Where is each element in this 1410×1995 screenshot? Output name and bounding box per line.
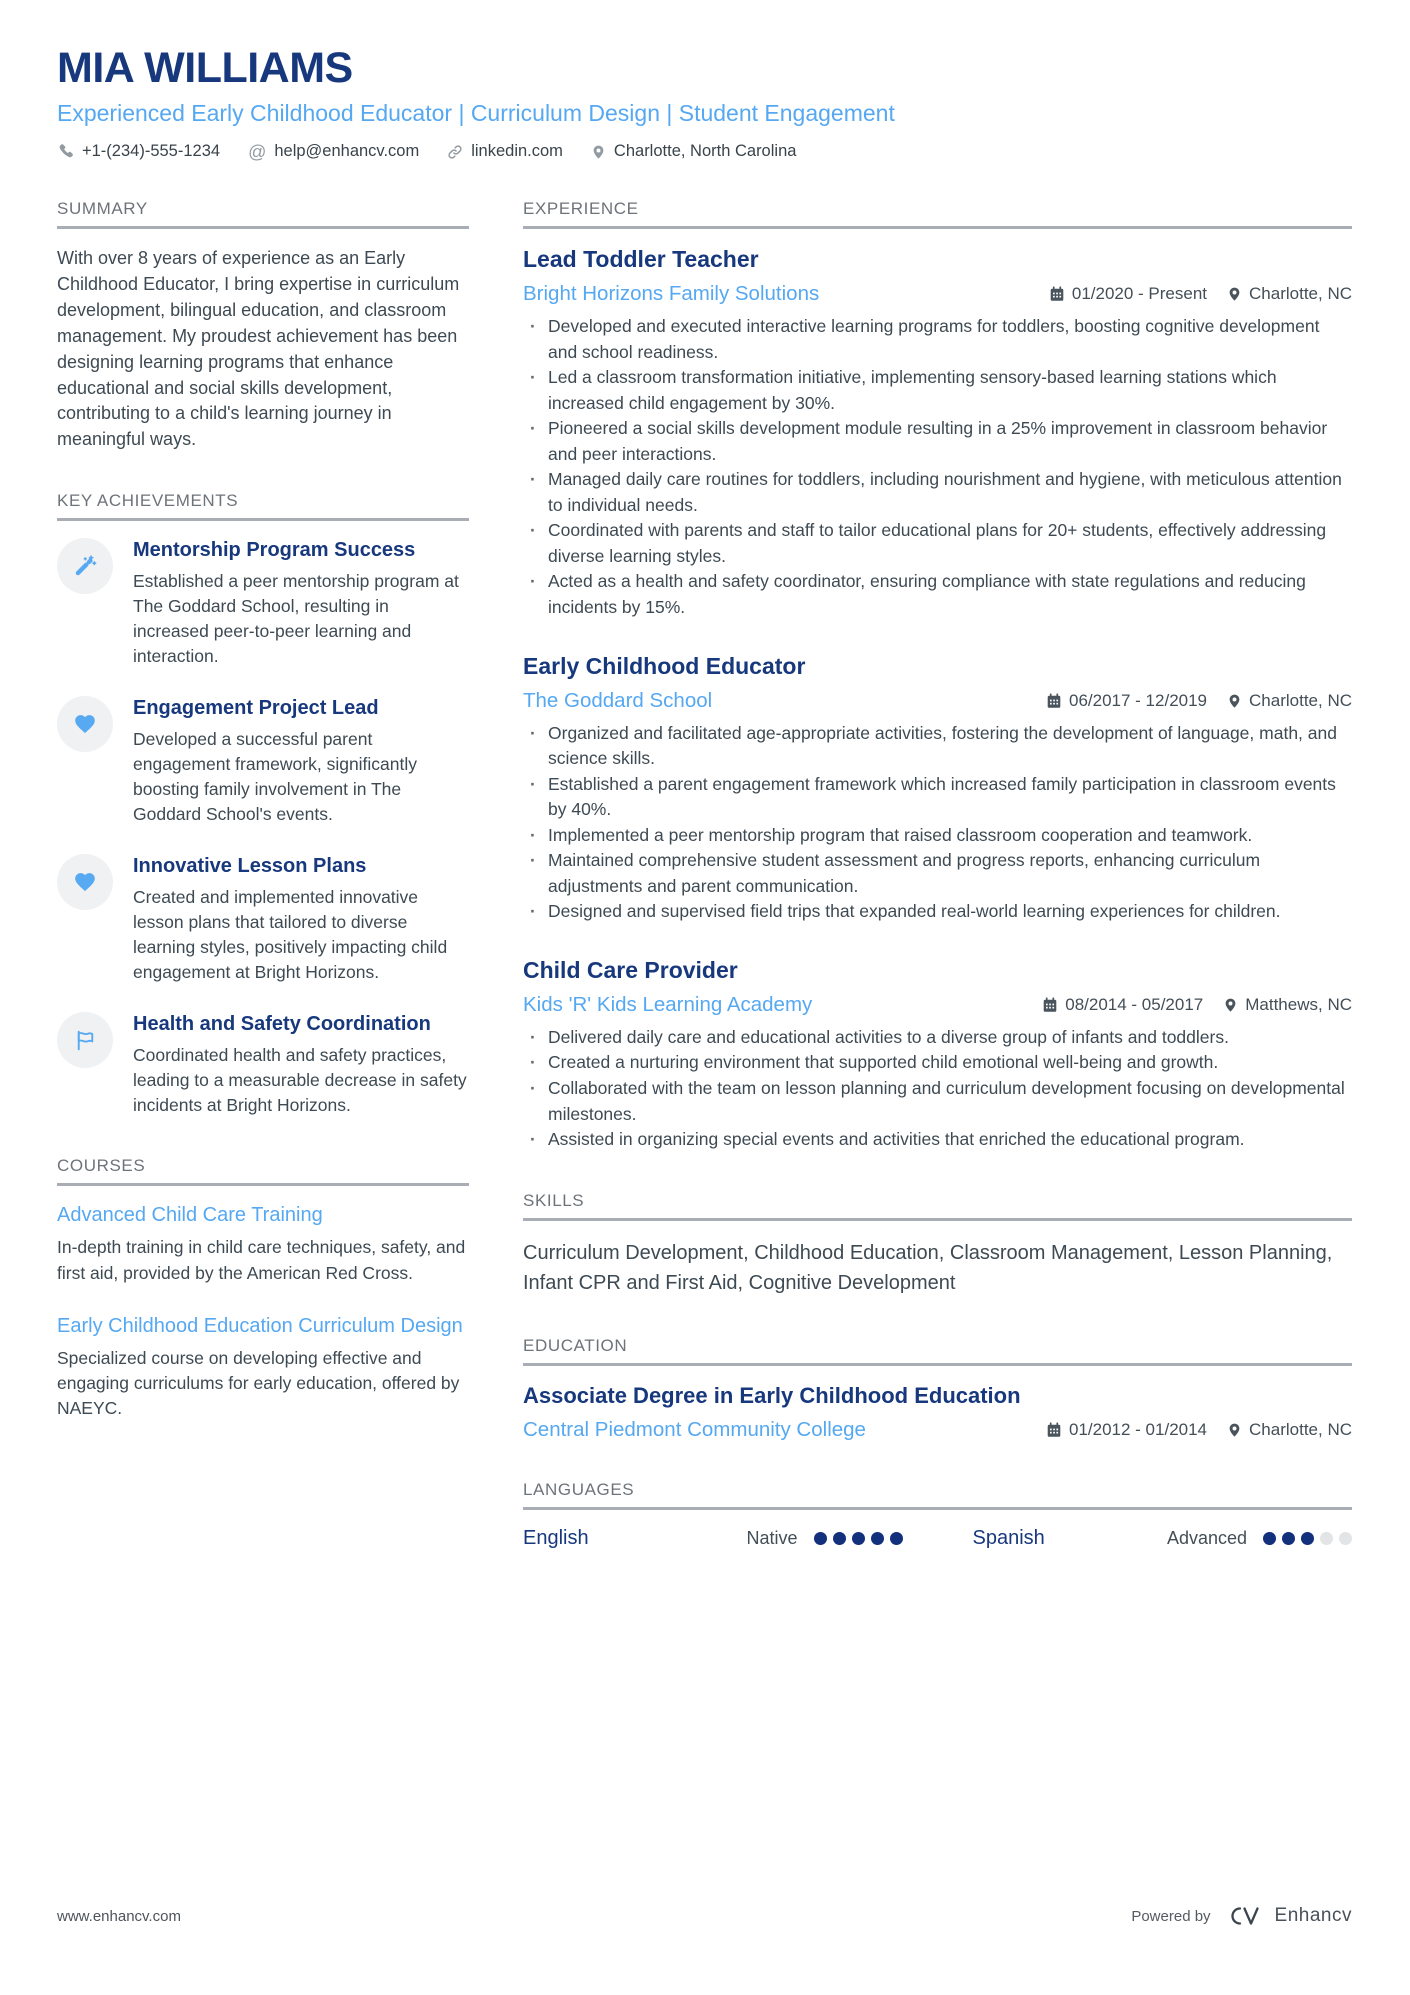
achievement-text: Coordinated health and safety practices, leading to a measurable decrease in safety incidents at Bright Horizons. xyxy=(133,1045,467,1116)
calendar-icon xyxy=(1046,1422,1062,1438)
bullet-item: · Acted as a health and safety coordinator, ensuring compliance with state regulations and reducing incidents by 15%. xyxy=(523,569,1352,620)
experience-section xyxy=(523,199,1352,1153)
job-entry xyxy=(523,246,1352,621)
footer xyxy=(57,1903,1352,1929)
courses-heading: COURSES xyxy=(57,1156,469,1186)
experience-heading: EXPERIENCE xyxy=(523,199,1352,229)
link-icon xyxy=(447,144,463,160)
course-title: Advanced Child Care Training xyxy=(57,1204,323,1227)
languages-heading: LANGUAGES xyxy=(523,1480,1352,1510)
education-heading: EDUCATION xyxy=(523,1336,1352,1366)
location-text: Charlotte, North Carolina xyxy=(613,142,797,160)
achievement-title: Mentorship Program Success xyxy=(133,539,416,562)
powered-by-label: Powered by xyxy=(1131,1907,1211,1925)
date-text: 08/2014 - 05/2017 xyxy=(1065,994,1204,1014)
education-location xyxy=(1227,1420,1352,1440)
language-item xyxy=(973,1527,1353,1550)
bullet-item: · Developed and executed interactive learning programs for toddlers, boosting cognitive development and school readiness. xyxy=(523,314,1352,365)
date-range xyxy=(1049,284,1207,304)
job-meta-group xyxy=(1042,995,1352,1015)
proficiency-dots xyxy=(814,1532,903,1545)
right-column xyxy=(523,199,1352,1588)
job-bullets xyxy=(523,1025,1352,1153)
location-text: Matthews, NC xyxy=(1245,994,1352,1014)
dot-filled xyxy=(814,1532,827,1545)
company-name: The Goddard School xyxy=(523,688,713,712)
enhancv-logo-icon xyxy=(1223,1903,1263,1929)
date-range xyxy=(1046,691,1207,711)
language-name: English xyxy=(523,1526,589,1549)
job-location xyxy=(1227,284,1352,304)
language-proficiency xyxy=(1167,1528,1352,1549)
bullet-item: · Established a parent engagement framework which increased family participation in classroom events by 40%. xyxy=(523,772,1352,823)
dot-empty xyxy=(1320,1532,1333,1545)
language-level: Native xyxy=(746,1527,798,1548)
skills-section xyxy=(523,1191,1352,1298)
bullet-item: · Pioneered a social skills development module resulting in a 25% improvement in classroom behavior and peer interactions. xyxy=(523,416,1352,467)
language-name: Spanish xyxy=(972,1526,1045,1549)
bullet-item: · Delivered daily care and educational activities to a diverse group of infants and toddlers. xyxy=(523,1025,1352,1051)
dot-filled xyxy=(1282,1532,1295,1545)
content-columns xyxy=(57,199,1352,1588)
job-meta-group xyxy=(1049,284,1352,304)
course-text: In-depth training in child care techniques, safety, and first aid, provided by the American Red Cross. xyxy=(57,1237,466,1283)
course-title: Early Childhood Education Curriculum Design xyxy=(57,1314,463,1337)
date-text: 01/2012 - 01/2014 xyxy=(1069,1419,1208,1439)
language-level: Advanced xyxy=(1166,1527,1247,1548)
languages-row xyxy=(523,1527,1352,1550)
dot-filled xyxy=(852,1532,865,1545)
achievement-title: Innovative Lesson Plans xyxy=(133,855,367,878)
job-entry xyxy=(523,653,1352,925)
contact-row xyxy=(57,142,1352,161)
dot-filled xyxy=(833,1532,846,1545)
calendar-icon xyxy=(1049,286,1065,302)
education-section xyxy=(523,1336,1352,1442)
achievements-section xyxy=(57,491,469,1118)
location-pin-icon xyxy=(1227,693,1242,709)
bullet-item: · Designed and supervised field trips that expanded real-world learning experiences for children. xyxy=(523,899,1352,925)
location-pin-icon xyxy=(1227,1422,1242,1438)
achievement-body xyxy=(133,538,469,669)
summary-section xyxy=(57,199,469,453)
dot-filled xyxy=(890,1532,903,1545)
heart-icon xyxy=(57,696,113,752)
achievement-body xyxy=(133,696,469,827)
location-pin-icon xyxy=(591,144,606,160)
company-name: Kids 'R' Kids Learning Academy xyxy=(523,992,813,1016)
calendar-icon xyxy=(1046,693,1062,709)
languages-section xyxy=(523,1480,1352,1550)
brand-name: Enhancv xyxy=(1274,1905,1352,1926)
dot-filled xyxy=(1263,1532,1276,1545)
job-meta-row xyxy=(523,689,1352,713)
achievement-item xyxy=(57,854,469,985)
magic-wand-icon xyxy=(57,538,113,594)
job-title: Early Childhood Educator xyxy=(523,652,806,679)
skills-text: Curriculum Development, Childhood Education, Classroom Management, Lesson Planning, Infant CPR and First Aid, Cognitive Development xyxy=(523,1241,1333,1294)
summary-heading: SUMMARY xyxy=(57,199,469,229)
job-meta-row xyxy=(523,282,1352,306)
course-text: Specialized course on developing effective and engaging curriculums for early education, offered by NAEYC. xyxy=(57,1347,460,1418)
bullet-item: · Led a classroom transformation initiative, implementing sensory-based learning stations which increased child engagement by 30%. xyxy=(523,365,1352,416)
flag-icon xyxy=(57,1012,113,1068)
link-contact[interactable] xyxy=(447,142,563,161)
powered-by[interactable] xyxy=(1131,1903,1352,1929)
bullet-item: · Maintained comprehensive student assessment and progress reports, enhancing curriculum adjustments and parent communication. xyxy=(523,848,1352,899)
location-text: Charlotte, NC xyxy=(1249,1419,1352,1439)
job-meta-group xyxy=(1046,691,1352,711)
link-text[interactable]: linkedin.com xyxy=(471,142,563,160)
email-address[interactable]: help@enhancv.com xyxy=(274,142,420,160)
bullet-item: · Collaborated with the team on lesson planning and curriculum development focusing on developmental milestones. xyxy=(523,1076,1352,1127)
headline: Experienced Early Childhood Educator | Curriculum Design | Student Engagement xyxy=(57,100,895,126)
location-contact xyxy=(591,142,797,161)
job-meta-row xyxy=(523,993,1352,1017)
location-pin-icon xyxy=(1227,286,1242,302)
summary-text: With over 8 years of experience as an Early Childhood Educator, I bring expertise in curriculum development, bilingual education, and classroom management. My proudest achievement has been designing learning programs that enhance educational and social skills development, contributing to a child's learning journey in meaningful ways. xyxy=(57,248,460,450)
email-contact[interactable] xyxy=(248,142,419,161)
achievement-text: Developed a successful parent engagement framework, significantly boosting family involvement in The Goddard School's events. xyxy=(133,729,418,825)
school-name: Central Piedmont Community College xyxy=(523,1417,866,1441)
education-meta-row xyxy=(523,1418,1352,1442)
location-text: Charlotte, NC xyxy=(1249,284,1352,303)
bullet-item: · Assisted in organizing special events and activities that enriched the educational program. xyxy=(523,1127,1352,1153)
achievement-text: Created and implemented innovative lesson plans that tailored to diverse learning styles, positively impacting child engagement at Bright Horizons. xyxy=(133,887,448,983)
person-name: MIA WILLIAMS xyxy=(57,44,353,92)
job-bullets xyxy=(523,721,1352,925)
phone-icon xyxy=(57,143,74,160)
date-text: 06/2017 - 12/2019 xyxy=(1069,690,1208,710)
website-link[interactable]: www.enhancv.com xyxy=(57,1907,181,1925)
phone-contact xyxy=(57,142,220,161)
language-proficiency xyxy=(746,1528,902,1549)
job-title: Lead Toddler Teacher xyxy=(523,246,759,272)
location-text: Charlotte, NC xyxy=(1249,690,1352,710)
achievement-body xyxy=(133,854,469,985)
header xyxy=(57,44,1352,161)
achievement-body xyxy=(133,1012,469,1118)
bullet-item: · Managed daily care routines for toddlers, including nourishment and hygiene, with meticulous attention to individual needs. xyxy=(523,467,1352,518)
achievement-item xyxy=(57,696,469,827)
skills-heading: SKILLS xyxy=(523,1191,1352,1221)
courses-section xyxy=(57,1156,469,1420)
phone-number: +1-(234)-555-1234 xyxy=(82,142,221,160)
achievement-item xyxy=(57,1012,469,1118)
calendar-icon xyxy=(1042,997,1058,1013)
job-title: Child Care Provider xyxy=(523,956,738,983)
date-range xyxy=(1042,995,1203,1015)
achievements-heading: KEY ACHIEVEMENTS xyxy=(57,491,469,521)
job-location xyxy=(1223,995,1352,1015)
date-text: 01/2020 - Present xyxy=(1071,284,1208,303)
course-item xyxy=(57,1314,469,1421)
dot-filled xyxy=(1301,1532,1314,1545)
education-meta-group xyxy=(1046,1420,1352,1440)
bullet-item: · Created a nurturing environment that supported child emotional well-being and growth. xyxy=(523,1050,1352,1076)
achievement-title: Health and Safety Coordination xyxy=(133,1013,431,1036)
at-icon: @ xyxy=(248,141,267,162)
dot-filled xyxy=(871,1532,884,1545)
language-item xyxy=(523,1527,903,1550)
course-item xyxy=(57,1203,469,1285)
proficiency-dots xyxy=(1263,1532,1352,1545)
left-column xyxy=(57,199,469,1588)
company-name: Bright Horizons Family Solutions xyxy=(523,282,820,305)
achievement-title: Engagement Project Lead xyxy=(133,697,379,720)
achievement-item xyxy=(57,538,469,669)
job-entry xyxy=(523,957,1352,1153)
dot-empty xyxy=(1339,1532,1352,1545)
job-location xyxy=(1227,691,1352,711)
location-pin-icon xyxy=(1223,997,1238,1013)
bullet-item: · Organized and facilitated age-appropriate activities, fostering the development of language, math, and science skills. xyxy=(523,721,1352,772)
heart-icon xyxy=(57,854,113,910)
degree-title: Associate Degree in Early Childhood Education xyxy=(523,1382,1021,1408)
job-bullets xyxy=(523,314,1352,621)
bullet-item: · Implemented a peer mentorship program that raised classroom cooperation and teamwork. xyxy=(523,823,1352,849)
achievement-text: Established a peer mentorship program at The Goddard School, resulting in increased peer-to-peer learning and interaction. xyxy=(133,571,459,667)
bullet-item: · Coordinated with parents and staff to tailor educational plans for 20+ students, effectively addressing diverse learning styles. xyxy=(523,518,1352,569)
date-range xyxy=(1046,1420,1207,1440)
